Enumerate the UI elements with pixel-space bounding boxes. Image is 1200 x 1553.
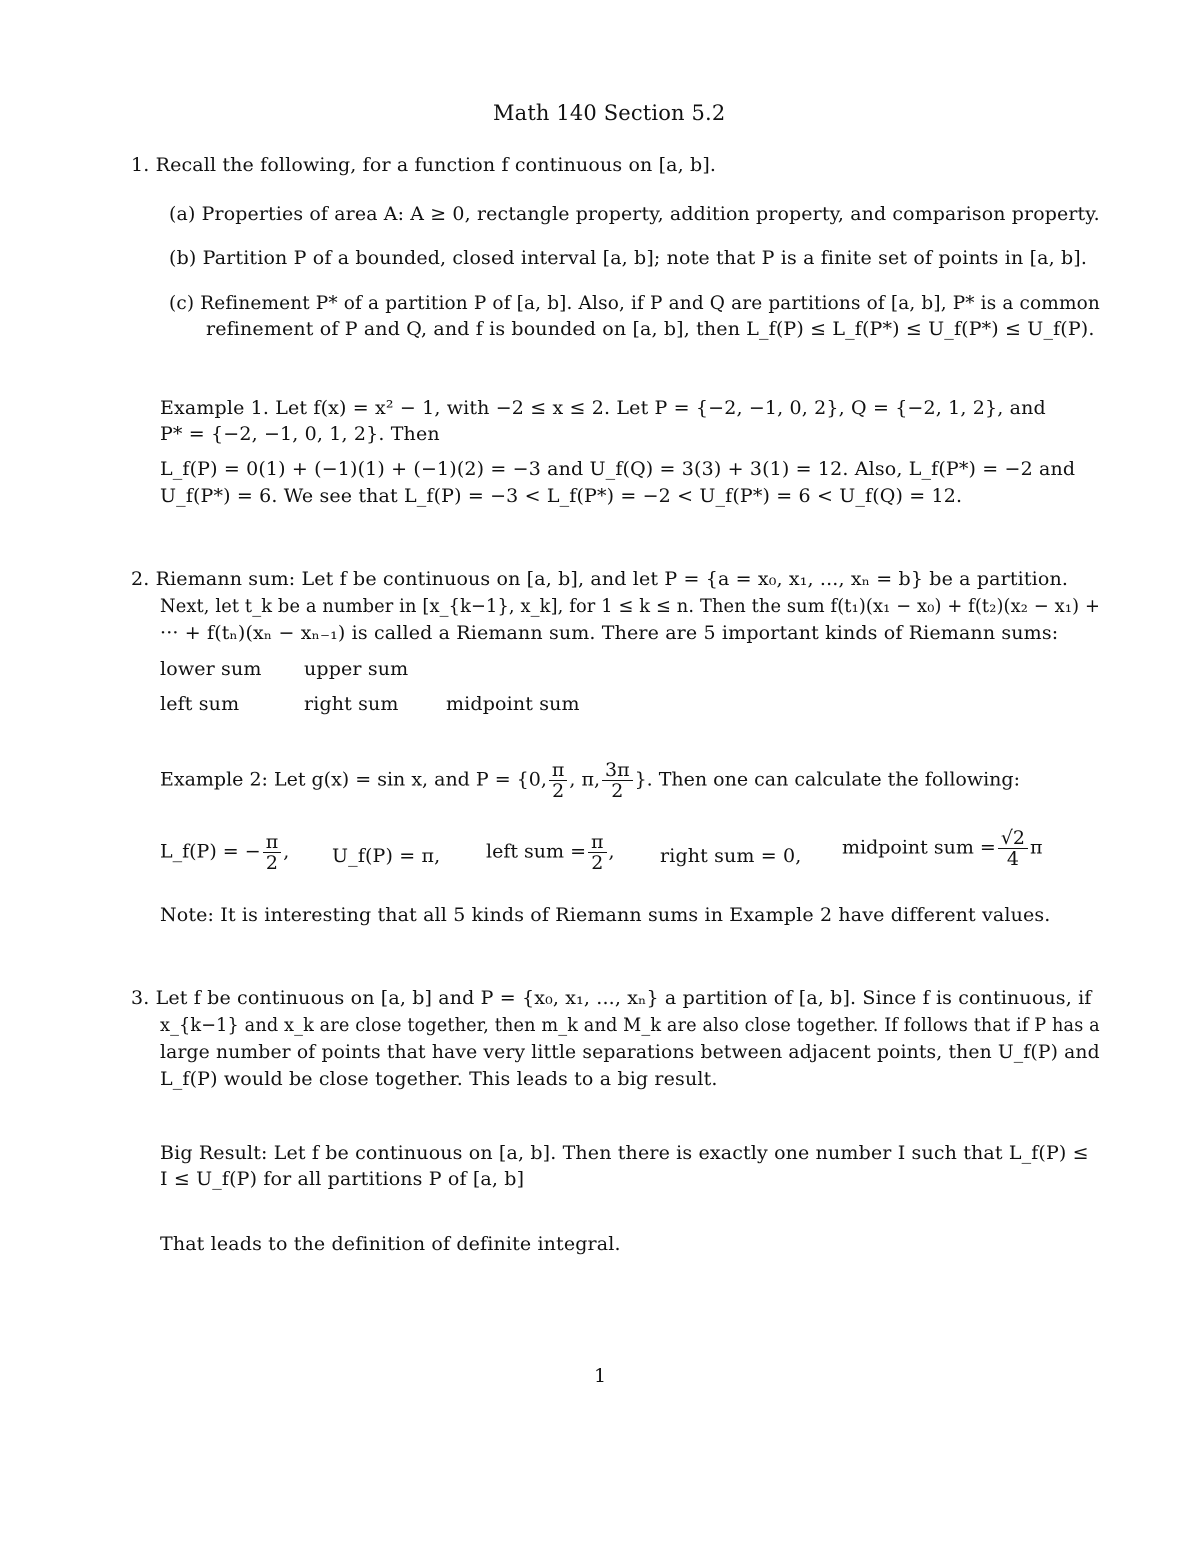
big-result-line-2: I ≤ U_f(P) for all partitions P of [a, b]: [160, 1168, 525, 1190]
conclusion: That leads to the definition of definite integral.: [160, 1233, 621, 1255]
fraction-numerator: π: [588, 832, 607, 853]
page-number: 1: [594, 1365, 607, 1387]
item-1-intro: 1. Recall the following, for a function f continuous on [a, b].: [131, 154, 717, 176]
fraction-denominator: 4: [1006, 848, 1019, 870]
item-1-c-line-1: (c) Refinement P* of a partition P of [a, b]. Also, if P and Q are partitions of [a, b], P* is a common: [169, 292, 1100, 314]
comma: ,: [283, 840, 290, 863]
fraction-numerator: 3π: [602, 760, 633, 781]
item-3-line-3: large number of points that have very little separations between adjacent points, then U_f(P) and: [160, 1041, 1100, 1063]
item-1-c-line-2: refinement of P and Q, and f is bounded on [a, b], then L_f(P) ≤ L_f(P*) ≤ U_f(P*) ≤ U_f(P).: [206, 318, 1095, 340]
example-2-intro-a: Example 2: Let g(x) = sin x, and P = {0,: [160, 768, 547, 791]
item-2-line-1: 2. Riemann sum: Let f be continuous on [a, b], and let P = {a = x₀, x₁, ..., xₙ = b} be a partition.: [131, 568, 1069, 590]
midpoint-sum-lhs: midpoint sum =: [842, 836, 996, 859]
fraction-denominator: 2: [552, 780, 565, 802]
fraction-3pi-over-2: [602, 760, 633, 801]
result-midpoint-sum: [842, 828, 1043, 869]
left-sum-lhs: left sum =: [486, 840, 586, 863]
example-2-intro: [160, 760, 1020, 801]
fraction-sqrt2-over-4: [998, 828, 1028, 869]
big-result-line-1: Big Result: Let f be continuous on [a, b]. Then there is exactly one number I such that L_f(P) ≤: [160, 1142, 1089, 1164]
result-upper-sum: U_f(P) = π,: [332, 845, 441, 867]
pi-symbol: π: [1030, 836, 1043, 859]
result-lower-sum: [160, 832, 289, 873]
item-2-line-2: Next, let t_k be a number in [x_{k−1}, x_k], for 1 ≤ k ≤ n. Then the sum f(t₁)(x₁ − x₀) + f(t₂)(x₂ − x₁) +: [160, 595, 1100, 617]
example-1-line-1: Example 1. Let f(x) = x² − 1, with −2 ≤ x ≤ 2. Let P = {−2, −1, 0, 2}, Q = {−2, 1, 2}, and: [160, 397, 1046, 419]
example-1-line-2: P* = {−2, −1, 0, 1, 2}. Then: [160, 423, 440, 445]
result-right-sum: right sum = 0,: [660, 845, 802, 867]
item-3-line-4: L_f(P) would be close together. This leads to a big result.: [160, 1068, 718, 1090]
fraction-denominator: 2: [611, 780, 624, 802]
example-2-intro-b: , π,: [569, 768, 600, 791]
fraction-pi-over-2: [263, 832, 282, 873]
fraction-numerator: √2: [998, 828, 1028, 849]
item-3-line-2: x_{k−1} and x_k are close together, then m_k and M_k are also close together. If follows that if P has a: [160, 1014, 1100, 1036]
example-1-line-3: L_f(P) = 0(1) + (−1)(1) + (−1)(2) = −3 and U_f(Q) = 3(3) + 3(1) = 12. Also, L_f(P*) = −2 and: [160, 458, 1076, 480]
item-1-b: (b) Partition P of a bounded, closed interval [a, b]; note that P is a finite set of points in [a, b].: [169, 247, 1088, 269]
fraction-pi-over-2: [588, 832, 607, 873]
item-1-a: (a) Properties of area A: A ≥ 0, rectangle property, addition property, and comparison property.: [169, 203, 1100, 225]
kind-midpoint-sum: midpoint sum: [446, 693, 580, 715]
page-title: Math 140 Section 5.2: [493, 101, 726, 125]
fraction-denominator: 2: [265, 852, 278, 874]
item-2-line-3: ··· + f(tₙ)(xₙ − xₙ₋₁) is called a Riemann sum. There are 5 important kinds of Riemann sums:: [160, 622, 1059, 644]
kind-lower-sum: lower sum: [160, 658, 262, 680]
fraction-numerator: π: [549, 760, 568, 781]
note: Note: It is interesting that all 5 kinds of Riemann sums in Example 2 have different values.: [160, 904, 1051, 926]
result-left-sum: [486, 832, 615, 873]
lower-sum-lhs: L_f(P) = −: [160, 840, 261, 863]
fraction-denominator: 2: [591, 852, 604, 874]
fraction-pi-over-2: [549, 760, 568, 801]
example-2-intro-c: }. Then one can calculate the following:: [634, 768, 1020, 791]
kind-left-sum: left sum: [160, 693, 240, 715]
example-1-line-4: U_f(P*) = 6. We see that L_f(P) = −3 < L_f(P*) = −2 < U_f(P*) = 6 < U_f(Q) = 12.: [160, 485, 963, 507]
item-3-line-1: 3. Let f be continuous on [a, b] and P = {x₀, x₁, ..., xₙ} a partition of [a, b]. Since f is continuous, if: [131, 987, 1092, 1009]
kind-upper-sum: upper sum: [304, 658, 409, 680]
fraction-numerator: π: [263, 832, 282, 853]
comma: ,: [608, 840, 615, 863]
kind-right-sum: right sum: [304, 693, 399, 715]
